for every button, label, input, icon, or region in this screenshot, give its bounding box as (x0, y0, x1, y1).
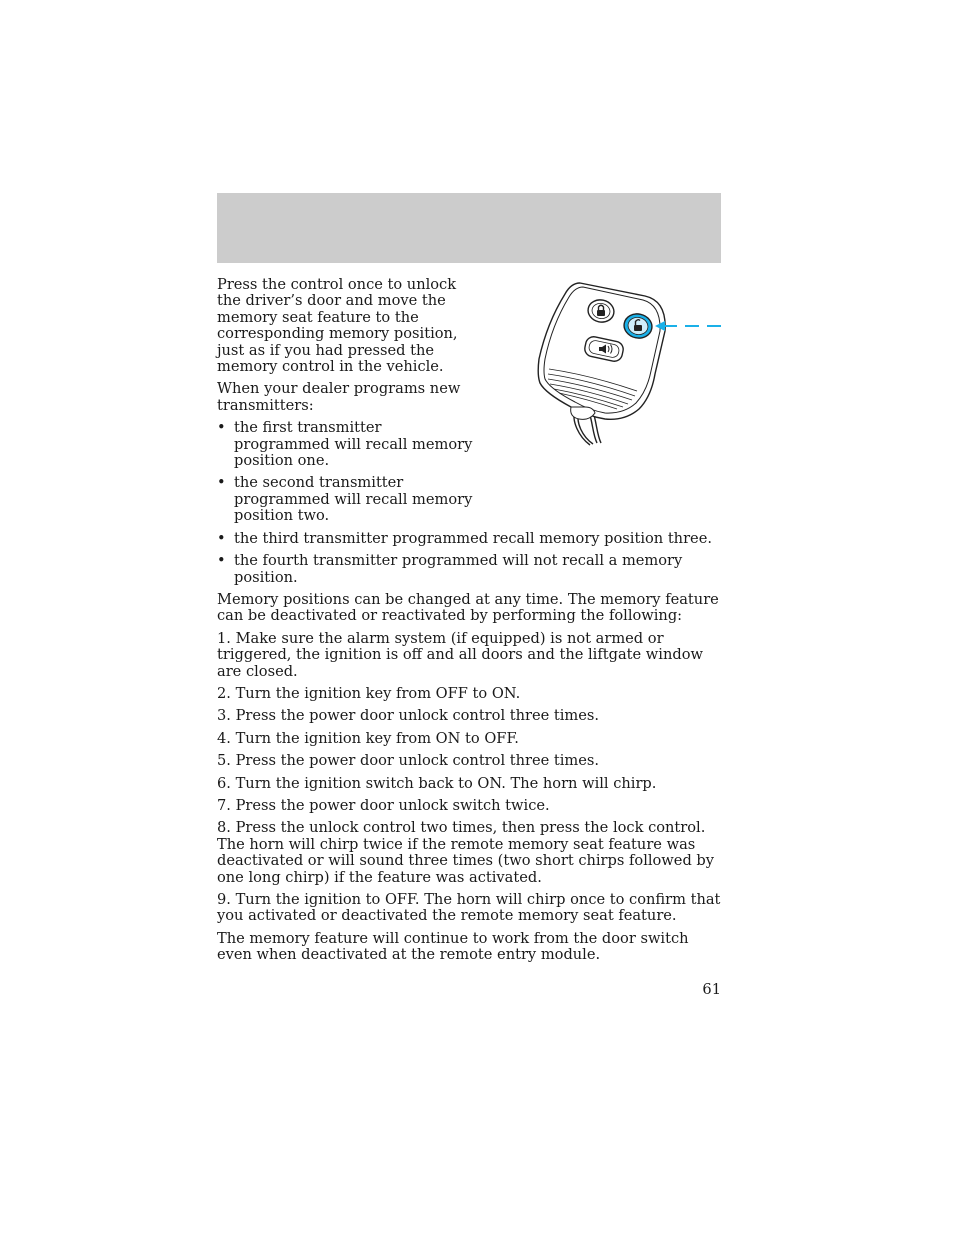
bullet-text: the second transmitter programmed will recall memory position two. (234, 474, 473, 525)
intro-paragraph-2: When your dealer programs new transmitters: (217, 380, 461, 414)
bullet-text: the third transmitter programmed recall memory position three. (234, 529, 712, 547)
list-item (217, 553, 723, 586)
step-8: 8. Press the unlock control two times, then press the lock control. The horn will chirp twice if the remote memory seat feature was deactivated or will sound three times (two short chirps followed by one long chirp) if the feature was activated. (217, 819, 715, 886)
list-item (217, 475, 473, 524)
pointer-arrow-icon (655, 321, 721, 331)
step-2: 2. Turn the ignition key from OFF to ON. (217, 684, 521, 702)
bullet-dot: • (217, 529, 226, 547)
bullet-text: the first transmitter programmed will recall memory position one. (234, 419, 473, 470)
step-4: 4. Turn the ignition key from ON to OFF. (217, 729, 519, 747)
list-item (217, 531, 723, 547)
closing-paragraph: The memory feature will continue to work from the door switch even when deactivated at the remote entry module. (217, 929, 689, 964)
key-fob-illustration (535, 279, 725, 449)
key-fob-svg (535, 279, 725, 449)
step-6: 6. Turn the ignition switch back to ON. The horn will chirp. (217, 774, 657, 792)
bullet-dot: • (217, 552, 226, 570)
list-item (217, 420, 473, 469)
bullet-dot: • (217, 419, 226, 437)
step-1: 1. Make sure the alarm system (if equipped) is not armed or triggered, the ignition is off and all doors and the liftgate window are closed. (217, 629, 703, 680)
step-5: 5. Press the power door unlock control three times. (217, 752, 600, 770)
intro-column (217, 277, 473, 525)
intro-paragraph-1: Press the control once to unlock the driver’s door and move the memory seat feature to the corresponding memory position, just as if you had pressed the memory control in the vehicle. (217, 276, 458, 376)
memory-intro-paragraph: Memory positions can be changed at any time. The memory feature can be deactivated or reactivated by performing the following: (217, 590, 719, 625)
bullet-text: the fourth transmitter programmed will not recall a memory position. (234, 552, 683, 586)
step-9: 9. Turn the ignition to OFF. The horn will chirp once to confirm that you activated or deactivated the remote memory seat feature. (217, 891, 721, 925)
page-number: 61 (702, 981, 721, 998)
section-header-band (217, 193, 721, 263)
bullet-dot: • (217, 474, 226, 492)
step-7: 7. Press the power door unlock switch twice. (217, 796, 550, 814)
step-3: 3. Press the power door unlock control three times. (217, 707, 600, 725)
